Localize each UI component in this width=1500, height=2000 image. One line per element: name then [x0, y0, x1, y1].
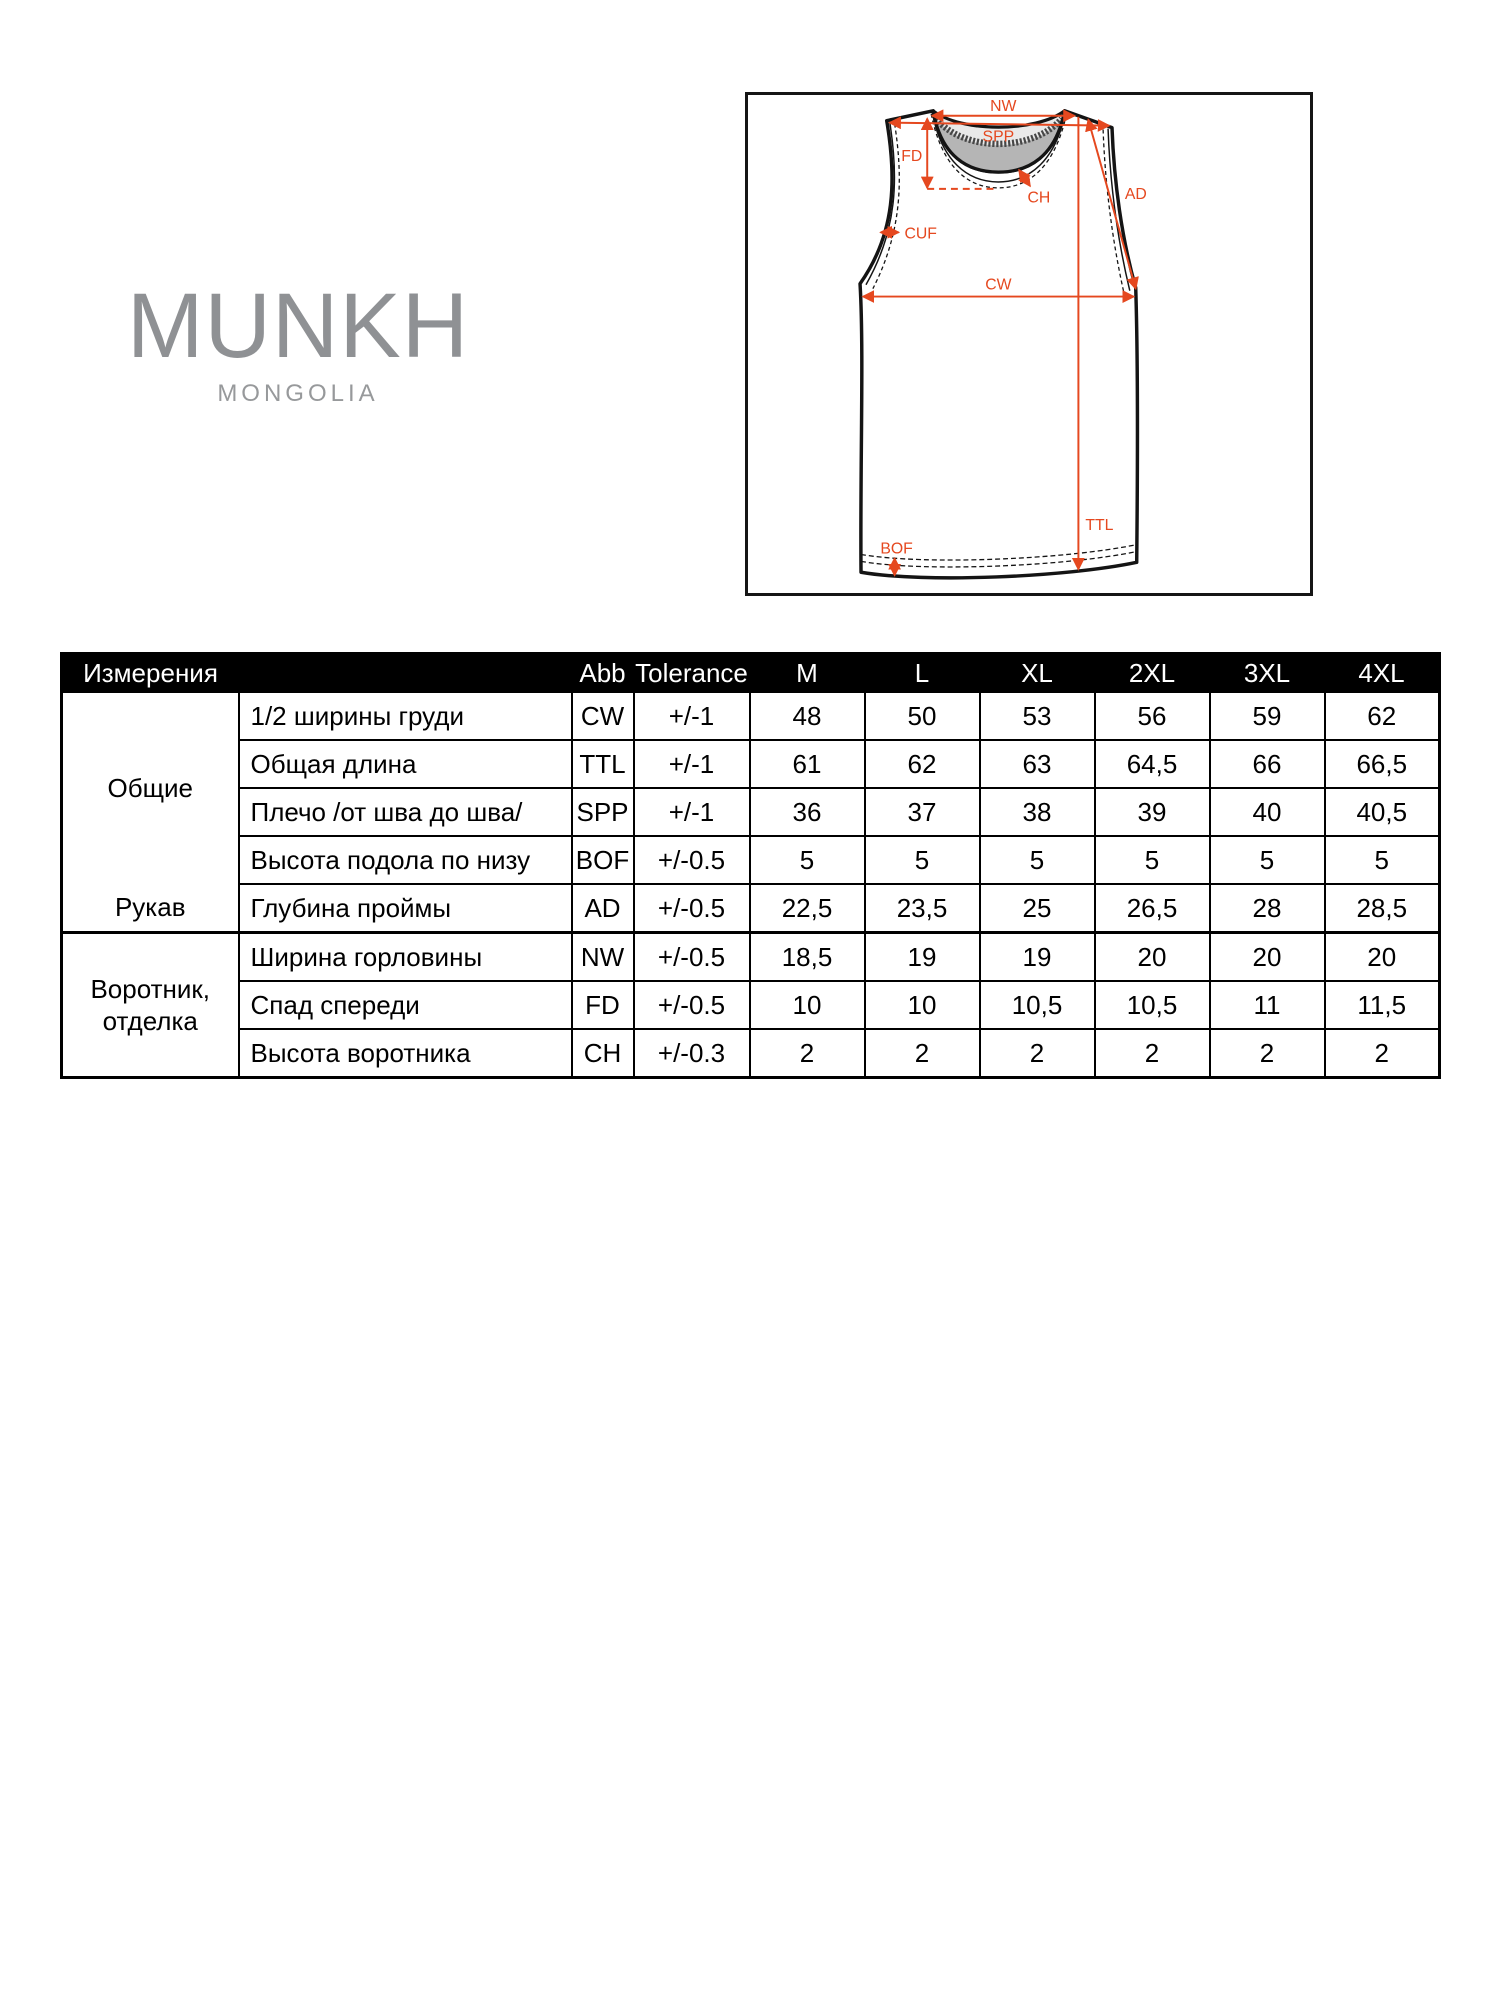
measure-name: Глубина проймы	[239, 884, 572, 933]
header-size-2xl: 2XL	[1095, 654, 1210, 693]
value-m: 36	[750, 788, 865, 836]
value-3xl: 11	[1210, 981, 1325, 1029]
cuf-label: CUF	[904, 225, 937, 243]
table-row	[62, 788, 1440, 836]
value-4xl: 2	[1325, 1029, 1440, 1078]
header-size-xl: XL	[980, 654, 1095, 693]
measure-abb: NW	[572, 933, 634, 982]
measure-abb: CW	[572, 692, 634, 740]
measure-name: 1/2 ширины груди	[239, 692, 572, 740]
value-m: 48	[750, 692, 865, 740]
table-row	[62, 692, 1440, 740]
ad-label: AD	[1124, 185, 1147, 203]
measure-name: Плечо /от шва до шва/	[239, 788, 572, 836]
value-2xl: 5	[1095, 836, 1210, 884]
value-m: 2	[750, 1029, 865, 1078]
brand-name: MUNKH	[126, 275, 470, 377]
value-xl: 25	[980, 884, 1095, 933]
ttl-label: TTL	[1085, 516, 1114, 534]
measure-abb: SPP	[572, 788, 634, 836]
value-xl: 5	[980, 836, 1095, 884]
header-spacer	[239, 654, 572, 693]
value-l: 19	[865, 933, 980, 982]
measure-name: Ширина горловины	[239, 933, 572, 982]
measure-tolerance: +/-1	[634, 740, 750, 788]
value-l: 23,5	[865, 884, 980, 933]
value-3xl: 5	[1210, 836, 1325, 884]
value-3xl: 66	[1210, 740, 1325, 788]
measure-tolerance: +/-0.5	[634, 884, 750, 933]
value-xl: 53	[980, 692, 1095, 740]
value-2xl: 20	[1095, 933, 1210, 982]
value-xl: 10,5	[980, 981, 1095, 1029]
value-4xl: 11,5	[1325, 981, 1440, 1029]
table-row	[62, 933, 1440, 982]
group-cell-collar: Воротник, отделка	[62, 933, 239, 1078]
value-m: 10	[750, 981, 865, 1029]
header-size-3xl: 3XL	[1210, 654, 1325, 693]
value-m: 22,5	[750, 884, 865, 933]
measure-tolerance: +/-1	[634, 788, 750, 836]
bof-label: BOF	[880, 540, 913, 558]
value-2xl: 2	[1095, 1029, 1210, 1078]
spp-label: SPP	[982, 128, 1015, 146]
table-row	[62, 740, 1440, 788]
header-size-4xl: 4XL	[1325, 654, 1440, 693]
value-4xl: 62	[1325, 692, 1440, 740]
group-label-sleeve: Рукав	[114, 891, 186, 922]
header-tolerance: Tolerance	[634, 654, 750, 693]
value-2xl: 64,5	[1095, 740, 1210, 788]
tank-top-diagram	[748, 95, 1310, 593]
cw-label: CW	[985, 276, 1012, 294]
measure-abb: FD	[572, 981, 634, 1029]
value-l: 5	[865, 836, 980, 884]
measure-tolerance: +/-0.3	[634, 1029, 750, 1078]
header-size-m: M	[750, 654, 865, 693]
value-4xl: 20	[1325, 933, 1440, 982]
value-l: 62	[865, 740, 980, 788]
ch-label: CH	[1027, 189, 1051, 207]
value-l: 50	[865, 692, 980, 740]
value-xl: 38	[980, 788, 1095, 836]
value-l: 2	[865, 1029, 980, 1078]
measure-tolerance: +/-0.5	[634, 933, 750, 982]
value-xl: 19	[980, 933, 1095, 982]
measure-name: Спад спереди	[239, 981, 572, 1029]
group-label-general: Общие	[107, 772, 193, 803]
nw-label: NW	[990, 97, 1017, 115]
value-3xl: 28	[1210, 884, 1325, 933]
group-cell-general-sleeve	[62, 692, 239, 933]
measure-name: Высота подола по низу	[239, 836, 572, 884]
table-row	[62, 884, 1440, 933]
value-xl: 2	[980, 1029, 1095, 1078]
value-2xl: 56	[1095, 692, 1210, 740]
value-m: 18,5	[750, 933, 865, 982]
measure-abb: CH	[572, 1029, 634, 1078]
value-4xl: 5	[1325, 836, 1440, 884]
table-row	[62, 1029, 1440, 1078]
header-size-l: L	[865, 654, 980, 693]
measure-tolerance: +/-1	[634, 692, 750, 740]
value-2xl: 26,5	[1095, 884, 1210, 933]
measure-name: Общая длина	[239, 740, 572, 788]
value-4xl: 28,5	[1325, 884, 1440, 933]
value-m: 5	[750, 836, 865, 884]
value-2xl: 10,5	[1095, 981, 1210, 1029]
value-l: 10	[865, 981, 980, 1029]
measure-name: Высота воротника	[239, 1029, 572, 1078]
table-header-row	[62, 654, 1440, 693]
value-m: 61	[750, 740, 865, 788]
measure-abb: AD	[572, 884, 634, 933]
table-row	[62, 981, 1440, 1029]
measurement-table	[60, 652, 1441, 1079]
measure-abb: TTL	[572, 740, 634, 788]
header-abb: Abb	[572, 654, 634, 693]
fd-label: FD	[901, 148, 923, 166]
brand-logo	[122, 275, 474, 408]
value-2xl: 39	[1095, 788, 1210, 836]
value-3xl: 59	[1210, 692, 1325, 740]
garment-diagram-box	[745, 92, 1313, 596]
measure-tolerance: +/-0.5	[634, 836, 750, 884]
value-xl: 63	[980, 740, 1095, 788]
tank-top-outline	[860, 111, 1137, 578]
value-4xl: 40,5	[1325, 788, 1440, 836]
brand-subtitle: MONGOLIA	[217, 380, 379, 407]
measure-abb: BOF	[572, 836, 634, 884]
header-measure: Измерения	[62, 654, 239, 693]
value-3xl: 2	[1210, 1029, 1325, 1078]
value-4xl: 66,5	[1325, 740, 1440, 788]
measure-tolerance: +/-0.5	[634, 981, 750, 1029]
value-3xl: 40	[1210, 788, 1325, 836]
value-l: 37	[865, 788, 980, 836]
value-3xl: 20	[1210, 933, 1325, 982]
table-row	[62, 836, 1440, 884]
